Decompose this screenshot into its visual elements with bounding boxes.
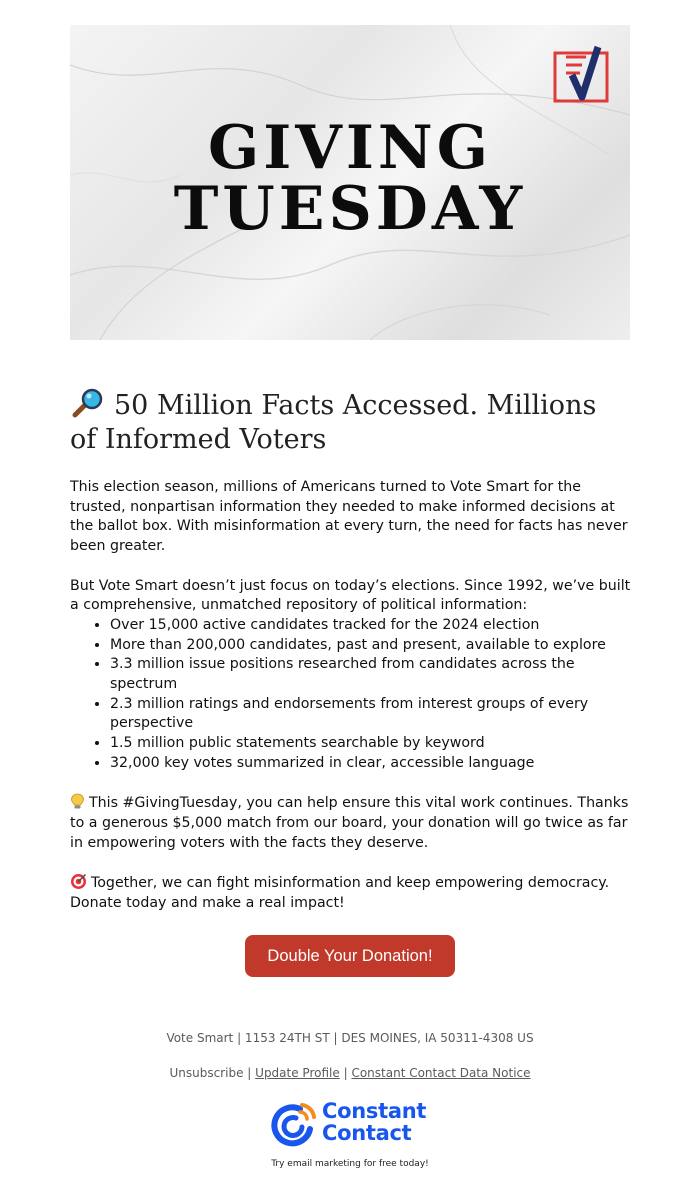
email-body	[70, 478, 632, 913]
paragraph-together	[70, 873, 632, 913]
list-item: • 2.3 million ratings and endorsements from interest groups of every perspective	[110, 695, 632, 734]
facts-list	[70, 616, 632, 774]
paragraph-giving-tuesday	[70, 793, 632, 853]
vote-smart-logo-icon	[552, 43, 610, 105]
list-item: • Over 15,000 active candidates tracked for the 2024 election	[110, 616, 632, 636]
together-text: Together, we can fight misinformation and keep empowering democracy. Donate today and make a real impact!	[70, 875, 610, 911]
separator: |	[247, 1066, 252, 1080]
constant-contact-logo[interactable]	[270, 1099, 435, 1151]
headline-text: 50 Million Facts Accessed. Millions of Informed Voters	[70, 390, 597, 455]
page-title	[70, 388, 630, 457]
hero-title-line2: TUESDAY	[173, 174, 527, 244]
brand-line2: Contact	[322, 1121, 412, 1145]
footer-address: Vote Smart | 1153 24TH ST | DES MOINES, IA 50311-4308 US	[166, 1031, 534, 1045]
giving-tuesday-text: This #GivingTuesday, you can help ensure this vital work continues. Thanks to a generous $5,000 match from our board, your donation will go twice as far in empowering voters with the facts they deserve.	[70, 795, 629, 851]
constant-contact-wordmark	[322, 1100, 426, 1144]
list-item: • More than 200,000 candidates, past and present, available to explore	[110, 636, 632, 656]
hero-title-line1: GIVING	[207, 113, 492, 183]
update-profile-link[interactable]: Update Profile	[255, 1066, 340, 1080]
paragraph-repository: But Vote Smart doesn’t just focus on today’s elections. Since 1992, we’ve built a comprehensive, unmatched repository of political information:	[70, 577, 631, 614]
list-item: • 3.3 million issue positions researched from candidates across the spectrum	[110, 655, 632, 694]
data-notice-link[interactable]: Constant Contact Data Notice	[351, 1066, 531, 1080]
unsubscribe-link[interactable]: Unsubscribe	[169, 1066, 244, 1080]
tagline[interactable]: Try email marketing for free today!	[271, 1159, 429, 1169]
list-item: • 32,000 key votes summarized in clear, accessible language	[110, 754, 632, 774]
target-icon	[70, 873, 87, 890]
brand-line1: Constant	[322, 1099, 427, 1123]
donate-button[interactable]: Double Your Donation!	[245, 935, 455, 977]
list-item: • 1.5 million public statements searchable by keyword	[110, 734, 632, 754]
paragraph-intro: This election season, millions of Americans turned to Vote Smart for the trusted, nonpartisan information they needed to make informed decisions at the ballot box. With misinformation at every turn, the need for facts has never been greater.	[70, 479, 628, 555]
magnifying-glass-icon	[70, 388, 106, 418]
separator: |	[343, 1066, 348, 1080]
lightbulb-icon	[70, 793, 85, 810]
hero-banner	[70, 25, 630, 340]
constant-contact-icon	[270, 1103, 316, 1149]
footer-links	[0, 1066, 700, 1080]
